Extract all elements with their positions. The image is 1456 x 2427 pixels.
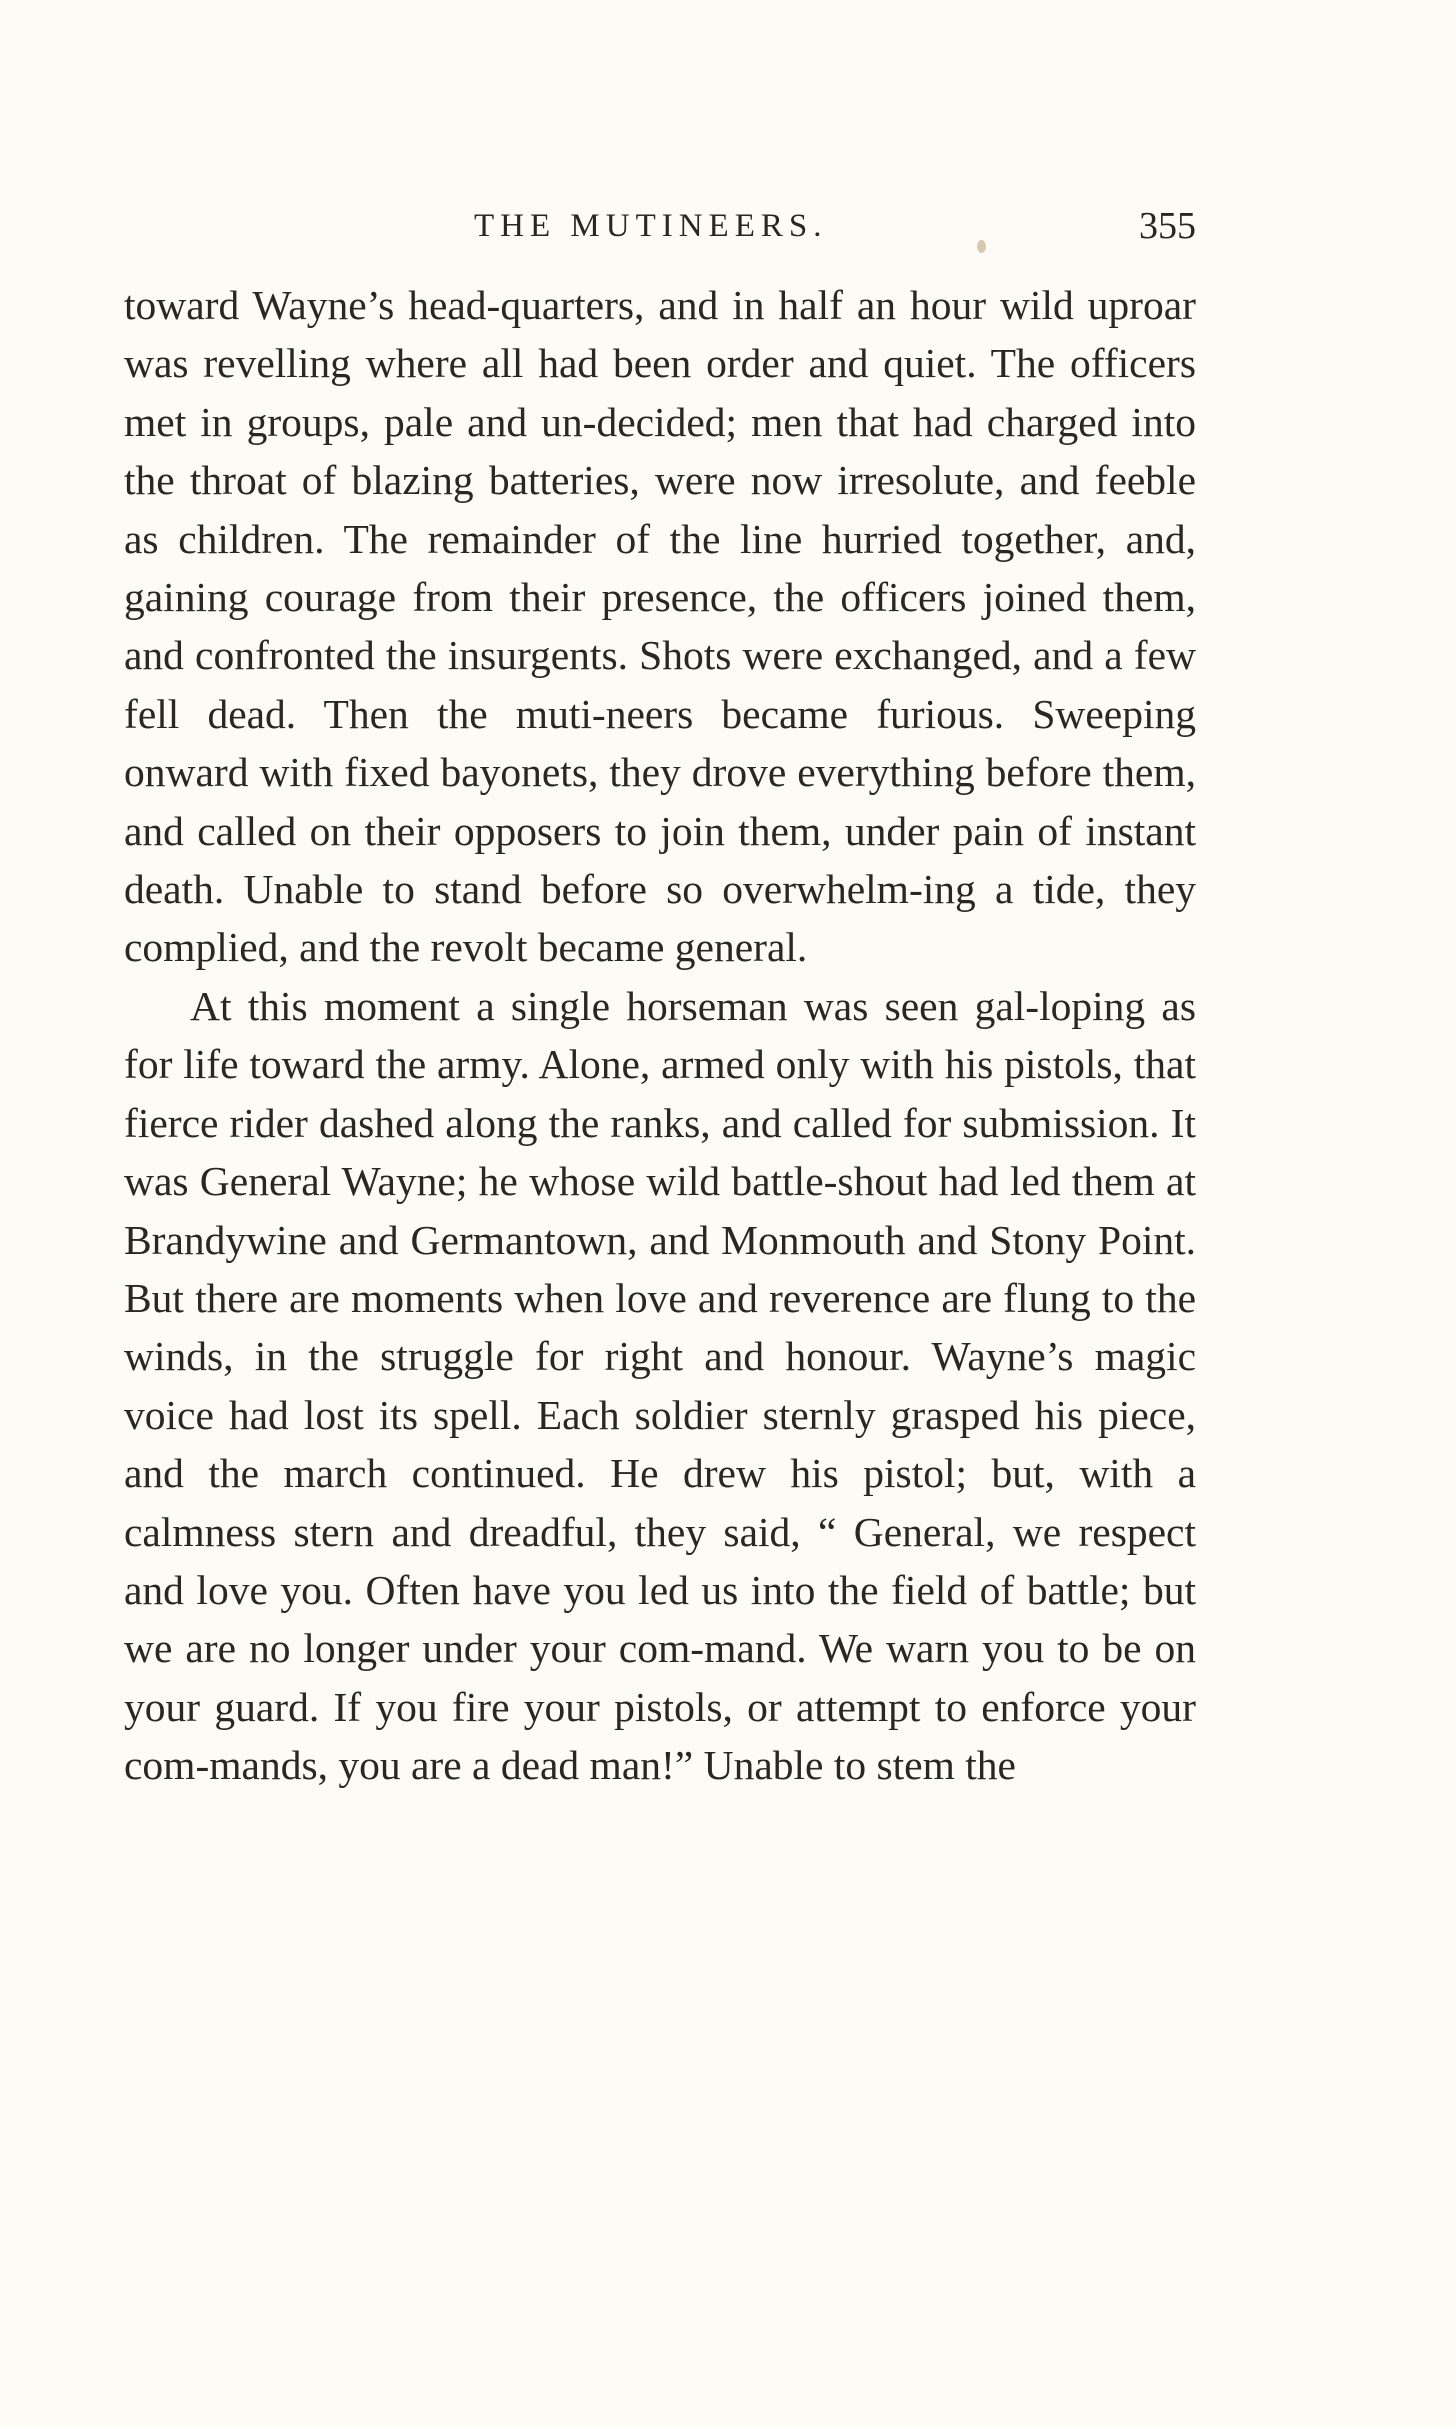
paragraph: toward Wayne’s head-quarters, and in half an hour wild uproar was revelling where all had been order and quiet. The officers met in groups, pale and un-decided; men that had charged into the throat of blazing batteries, were now irresolute, and feeble as children. The remainder of the line hurried together, and, gaining courage from their presence, the officers joined them, and confronted the insurgents. Shots were exchanged, and a few fell dead. Then the muti-neers became furious. Sweeping onward with fixed bayonets, they drove everything before them, and called on their opposers to join them, under pain of instant death. Unable to stand before so overwhelm-ing a tide, they complied, and the revolt became general. [124,282,1196,971]
page-number: 355 [1139,205,1196,247]
running-head: THE MUTINEERS. [474,208,828,244]
body-text [124,276,1196,1795]
paper-speck [977,240,986,253]
page-header [124,198,1196,254]
paragraph: At this moment a single horseman was seen gal-loping as for life toward the army. Alone, armed only with his pistols, that fierce rider dashed along the ranks, and called for submission. It was General Wayne; he whose wild battle-shout had led them at Brandywine and Germantown, and Monmouth and Stony Point. But there are moments when love and reverence are flung to the winds, in the struggle for right and honour. Wayne’s magic voice had lost its spell. Each soldier sternly grasped his piece, and the march continued. He drew his pistol; but, with a calmness stern and dreadful, they said, “ General, we respect and love you. Often have you led us into the field of battle; but we are no longer under your com-mand. We warn you to be on your guard. If you fire your pistols, or attempt to enforce your com-mands, you are a dead man!” Unable to stem the [124,982,1196,1789]
